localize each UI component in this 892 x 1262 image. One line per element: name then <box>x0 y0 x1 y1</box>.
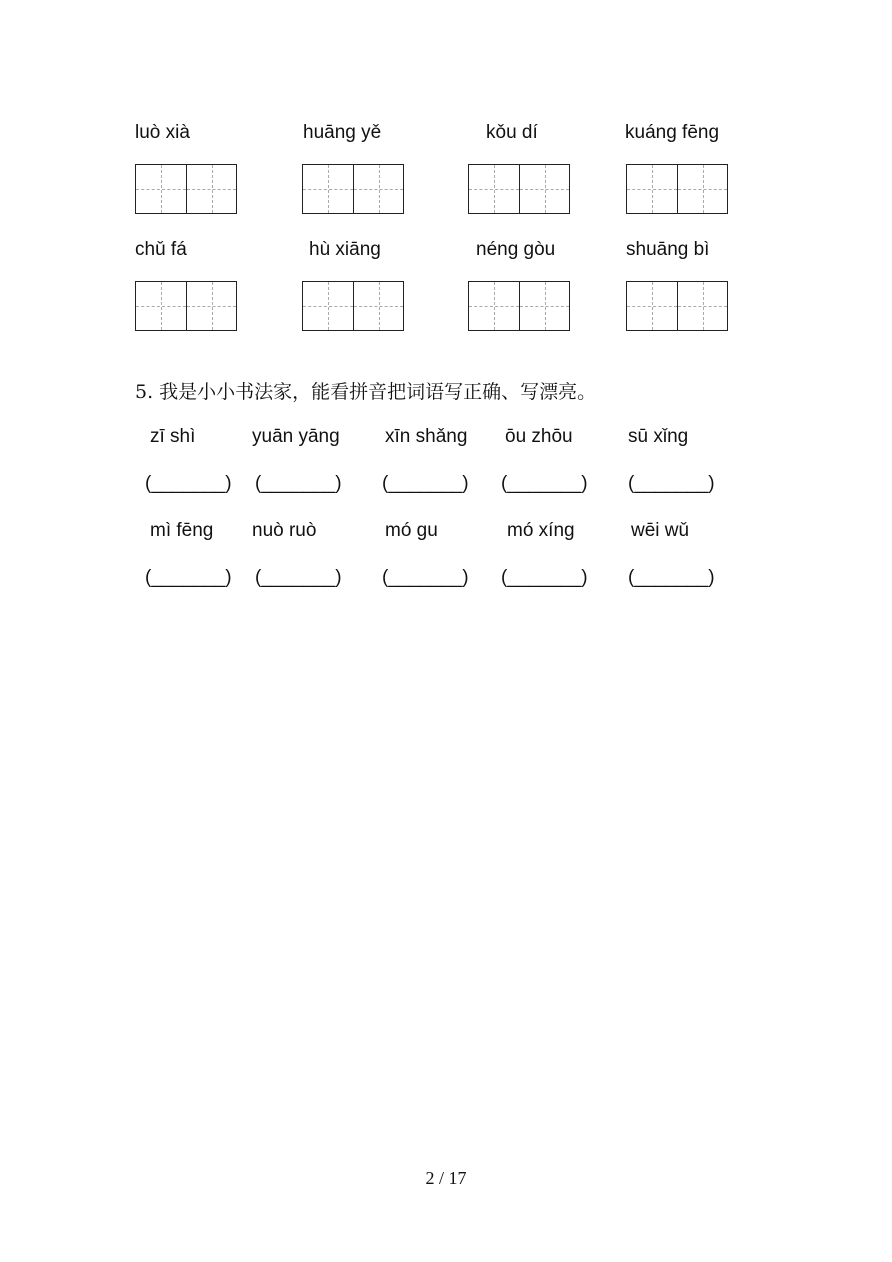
writing-grid[interactable] <box>135 164 237 214</box>
question-title: 5. 我是小小书法家，能看拼音把词语写正确、写漂亮。 <box>135 381 597 403</box>
pinyin-label: shuāng bì <box>626 239 710 260</box>
pinyin-label: mó xíng <box>507 520 575 541</box>
pinyin-label: kǒu dí <box>486 122 538 143</box>
pinyin-label: néng gòu <box>476 239 556 260</box>
answer-blank[interactable]: (_______) <box>382 473 469 494</box>
pinyin-label: mó gu <box>385 520 438 541</box>
page-number: 2 / 17 <box>425 1168 467 1188</box>
pinyin-label: sū xǐng <box>628 426 689 447</box>
answer-blank[interactable]: (_______) <box>255 567 342 588</box>
pinyin-label: nuò ruò <box>252 520 317 541</box>
writing-grid[interactable] <box>468 281 570 331</box>
writing-grid[interactable] <box>626 281 728 331</box>
writing-grid[interactable] <box>135 281 237 331</box>
answer-blank[interactable]: (_______) <box>382 567 469 588</box>
pinyin-label: mì fēng <box>150 520 214 541</box>
pinyin-label: wēi wǔ <box>631 520 690 541</box>
answer-blank[interactable]: (_______) <box>501 567 588 588</box>
pinyin-label: huāng yě <box>303 122 382 143</box>
pinyin-label: zī shì <box>150 426 196 447</box>
pinyin-label: yuān yāng <box>252 426 340 447</box>
answer-blank[interactable]: (_______) <box>145 473 232 494</box>
pinyin-label: xīn shǎng <box>385 426 468 447</box>
writing-grid[interactable] <box>468 164 570 214</box>
pinyin-label: luò xià <box>135 122 190 143</box>
pinyin-label: ōu zhōu <box>505 426 573 447</box>
writing-grid[interactable] <box>302 281 404 331</box>
writing-grid[interactable] <box>302 164 404 214</box>
answer-blank[interactable]: (_______) <box>145 567 232 588</box>
writing-grid[interactable] <box>626 164 728 214</box>
pinyin-label: chǔ fá <box>135 239 187 260</box>
pinyin-label: hù xiāng <box>309 239 381 260</box>
answer-blank[interactable]: (_______) <box>628 473 715 494</box>
answer-blank[interactable]: (_______) <box>501 473 588 494</box>
answer-blank[interactable]: (_______) <box>255 473 342 494</box>
answer-blank[interactable]: (_______) <box>628 567 715 588</box>
pinyin-label: kuáng fēng <box>625 122 720 143</box>
